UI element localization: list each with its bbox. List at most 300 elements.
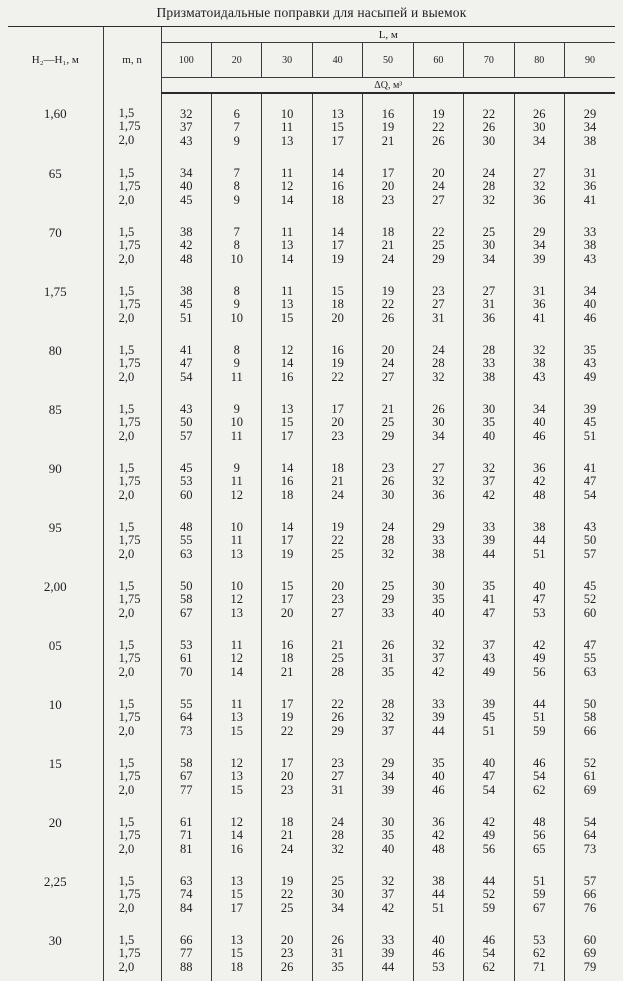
volume-value: 26 [533, 107, 546, 121]
volume-value: 44 [482, 546, 496, 561]
volume-cell [312, 804, 362, 863]
volume-cell [464, 509, 514, 568]
volume-value: 27 [331, 769, 344, 784]
volume-value: 32 [482, 461, 496, 475]
volume-cell [514, 450, 564, 509]
volume-value: 77 [180, 782, 193, 797]
volume-cell [363, 568, 413, 627]
volume-value: 27 [533, 166, 546, 180]
volume-cell [161, 273, 211, 332]
volume-value: 51 [482, 723, 496, 738]
volume-value: 24 [280, 841, 294, 856]
volume-value: 49 [482, 664, 496, 679]
volume-value: 53 [533, 605, 546, 620]
slope-value: 1,75 [118, 474, 141, 489]
volume-cell [262, 509, 312, 568]
volume-value: 36 [533, 461, 546, 475]
volume-value: 69 [583, 946, 597, 961]
volume-value: 35 [432, 592, 445, 607]
volume-value: 43 [583, 356, 597, 371]
height-diff-value: 15 [48, 756, 62, 771]
volume-value: 8 [233, 343, 240, 357]
volume-value: 54 [180, 369, 193, 384]
volume-value: 54 [533, 769, 546, 784]
volume-cell [514, 273, 564, 332]
volume-value: 24 [381, 251, 395, 266]
volume-value: 69 [583, 782, 597, 797]
volume-value: 34 [533, 238, 546, 253]
slope-value: 1,5 [118, 874, 135, 888]
slope-value: 1,75 [118, 297, 141, 312]
volume-value: 67 [533, 900, 546, 915]
volume-value: 67 [180, 605, 193, 620]
slope-value: 1,5 [118, 579, 135, 593]
volume-value: 45 [180, 461, 193, 475]
volume-value: 16 [331, 343, 344, 357]
slope-value: 1,5 [118, 638, 135, 652]
volume-value: 26 [331, 933, 344, 947]
volume-value: 38 [180, 225, 193, 239]
volume-value: 64 [583, 828, 597, 843]
volume-value: 74 [180, 887, 193, 902]
volume-value: 73 [180, 723, 193, 738]
slope-value: 1,75 [118, 887, 141, 902]
slope-value: 1,5 [118, 106, 135, 120]
volume-value: 32 [432, 474, 445, 489]
volume-cell [262, 922, 312, 981]
volume-cell [161, 922, 211, 981]
volume-value: 56 [533, 828, 546, 843]
volume-cell [514, 863, 564, 922]
volume-value: 25 [381, 415, 395, 430]
volume-value: 44 [381, 959, 395, 974]
slope-value: 1,5 [118, 697, 135, 711]
volume-value: 81 [180, 841, 193, 856]
volume-cell [464, 155, 514, 214]
volume-value: 19 [280, 546, 294, 561]
volume-cell [161, 686, 211, 745]
slope-value: 1,75 [118, 769, 141, 784]
volume-value: 37 [381, 723, 395, 738]
volume-value: 53 [432, 959, 445, 974]
volume-cell [514, 686, 564, 745]
header-volume: ΔQ, м³ [161, 78, 615, 94]
volume-cell [564, 686, 615, 745]
volume-value: 37 [381, 887, 395, 902]
table-row [8, 509, 615, 568]
volume-value: 17 [331, 133, 344, 148]
header-length-value: 80 [514, 43, 564, 78]
volume-cell [312, 332, 362, 391]
volume-value: 11 [281, 166, 294, 180]
slope-cell [103, 273, 161, 332]
volume-cell [212, 745, 262, 804]
height-diff-value: 20 [48, 815, 62, 830]
volume-value: 57 [583, 546, 597, 561]
slope-value: 1,5 [118, 815, 135, 829]
volume-value: 55 [180, 533, 193, 548]
volume-value: 8 [233, 238, 240, 253]
volume-value: 26 [280, 959, 294, 974]
volume-value: 61 [180, 815, 193, 829]
slope-cell [103, 686, 161, 745]
table-row [8, 391, 615, 450]
volume-value: 26 [381, 310, 395, 325]
volume-value: 38 [432, 546, 445, 561]
slope-value: 2,0 [118, 841, 135, 856]
slope-value: 1,75 [118, 356, 141, 371]
volume-value: 33 [583, 225, 597, 239]
slope-value: 1,5 [118, 756, 135, 770]
slope-value: 1,5 [118, 461, 135, 475]
volume-value: 9 [233, 402, 240, 416]
volume-value: 11 [230, 369, 243, 384]
volume-value: 13 [230, 874, 243, 888]
volume-value: 38 [533, 520, 546, 534]
slope-value: 2,0 [118, 664, 135, 679]
volume-cell [564, 627, 615, 686]
volume-value: 24 [432, 179, 445, 194]
slope-cell [103, 214, 161, 273]
volume-value: 58 [180, 756, 193, 770]
volume-cell [413, 627, 463, 686]
volume-cell [514, 922, 564, 981]
volume-value: 21 [381, 238, 395, 253]
volume-value: 20 [331, 415, 344, 430]
volume-value: 26 [432, 402, 445, 416]
volume-value: 47 [583, 638, 597, 652]
volume-cell [363, 509, 413, 568]
volume-cell [262, 93, 312, 155]
volume-value: 25 [331, 546, 344, 561]
volume-value: 9 [233, 192, 240, 207]
volume-value: 9 [233, 356, 240, 371]
volume-value: 17 [280, 592, 294, 607]
volume-value: 40 [432, 933, 445, 947]
volume-value: 39 [482, 533, 496, 548]
volume-cell [514, 214, 564, 273]
volume-cell [312, 863, 362, 922]
volume-value: 30 [533, 120, 546, 135]
volume-value: 62 [533, 782, 546, 797]
volume-value: 63 [583, 664, 597, 679]
volume-value: 20 [280, 933, 294, 947]
volume-value: 46 [432, 782, 445, 797]
volume-value: 33 [432, 697, 445, 711]
volume-value: 52 [583, 592, 597, 607]
volume-value: 14 [280, 356, 294, 371]
volume-cell [161, 568, 211, 627]
volume-value: 20 [381, 343, 395, 357]
volume-value: 16 [331, 179, 344, 194]
volume-value: 27 [432, 461, 445, 475]
table-row [8, 93, 615, 155]
volume-value: 36 [533, 192, 546, 207]
volume-value: 31 [583, 166, 597, 180]
volume-value: 15 [230, 946, 243, 961]
volume-cell [363, 214, 413, 273]
volume-value: 45 [583, 415, 597, 430]
header-slope: m, n [103, 27, 161, 94]
volume-value: 53 [180, 474, 193, 489]
volume-value: 46 [432, 946, 445, 961]
height-diff-cell [8, 863, 103, 922]
volume-value: 38 [482, 369, 496, 384]
volume-value: 35 [331, 959, 344, 974]
volume-value: 33 [381, 933, 395, 947]
volume-value: 22 [432, 225, 445, 239]
volume-value: 25 [482, 225, 496, 239]
volume-value: 33 [381, 605, 395, 620]
volume-value: 17 [280, 756, 294, 770]
volume-value: 15 [331, 284, 344, 298]
table-row [8, 273, 615, 332]
volume-value: 43 [180, 402, 193, 416]
volume-value: 39 [381, 946, 395, 961]
volume-value: 9 [233, 461, 240, 475]
volume-value: 19 [331, 520, 344, 534]
volume-cell [413, 391, 463, 450]
volume-cell [413, 745, 463, 804]
height-diff-cell [8, 568, 103, 627]
volume-cell [161, 155, 211, 214]
height-diff-value: 2,00 [43, 579, 67, 594]
volume-value: 17 [280, 428, 294, 443]
volume-cell [564, 804, 615, 863]
volume-value: 23 [432, 284, 445, 298]
header-height-diff: H₂—H₁, м [8, 27, 103, 94]
volume-value: 34 [180, 166, 193, 180]
volume-value: 19 [280, 874, 294, 888]
volume-value: 31 [331, 782, 344, 797]
volume-cell [312, 745, 362, 804]
volume-value: 51 [533, 874, 546, 888]
volume-value: 31 [381, 651, 395, 666]
volume-value: 66 [583, 887, 597, 902]
volume-value: 23 [381, 192, 395, 207]
height-diff-cell [8, 332, 103, 391]
slope-value: 1,5 [118, 166, 135, 180]
volume-value: 49 [583, 369, 597, 384]
volume-value: 13 [230, 933, 243, 947]
volume-value: 21 [280, 664, 294, 679]
volume-value: 39 [432, 710, 445, 725]
volume-value: 11 [281, 225, 294, 239]
volume-value: 31 [432, 310, 445, 325]
volume-value: 34 [432, 428, 445, 443]
volume-cell [161, 863, 211, 922]
volume-cell [312, 627, 362, 686]
volume-value: 26 [482, 120, 496, 135]
table-row [8, 863, 615, 922]
slope-value: 2,0 [118, 487, 135, 502]
volume-value: 44 [432, 887, 445, 902]
volume-value: 88 [180, 959, 193, 974]
header-length-value: 50 [363, 43, 413, 78]
volume-value: 30 [482, 402, 496, 416]
volume-value: 41 [180, 343, 193, 357]
volume-value: 17 [381, 166, 395, 180]
table-row [8, 450, 615, 509]
height-diff-value: 90 [48, 461, 62, 476]
slope-value: 1,75 [118, 119, 141, 134]
volume-value: 12 [280, 343, 294, 357]
volume-cell [413, 332, 463, 391]
volume-cell [212, 627, 262, 686]
volume-value: 7 [233, 166, 240, 180]
volume-value: 13 [280, 238, 294, 253]
volume-cell [363, 93, 413, 155]
volume-value: 7 [233, 225, 240, 239]
slope-value: 1,75 [118, 592, 141, 607]
volume-cell [161, 745, 211, 804]
volume-value: 30 [432, 415, 445, 430]
volume-cell [312, 509, 362, 568]
volume-value: 33 [432, 533, 445, 548]
volume-cell [464, 686, 514, 745]
volume-cell [464, 627, 514, 686]
volume-value: 43 [180, 133, 193, 148]
volume-value: 60 [180, 487, 193, 502]
volume-cell [413, 155, 463, 214]
header-length-value: 30 [262, 43, 312, 78]
volume-value: 53 [533, 933, 546, 947]
volume-value: 19 [331, 251, 344, 266]
volume-value: 10 [230, 251, 243, 266]
volume-value: 63 [180, 874, 193, 888]
slope-cell [103, 93, 161, 155]
volume-value: 38 [432, 874, 445, 888]
volume-cell [312, 391, 362, 450]
volume-cell [413, 922, 463, 981]
volume-value: 32 [533, 179, 546, 194]
volume-value: 44 [533, 697, 546, 711]
volume-cell [212, 863, 262, 922]
height-diff-value: 2,25 [43, 874, 67, 889]
volume-value: 20 [280, 605, 294, 620]
volume-value: 45 [482, 710, 496, 725]
volume-cell [564, 155, 615, 214]
volume-cell [262, 627, 312, 686]
volume-value: 26 [432, 133, 445, 148]
slope-value: 1,75 [118, 533, 141, 548]
volume-value: 51 [432, 900, 445, 915]
volume-value: 30 [381, 815, 395, 829]
volume-cell [262, 450, 312, 509]
volume-cell [262, 863, 312, 922]
slope-value: 1,5 [118, 520, 135, 534]
volume-value: 9 [233, 133, 240, 148]
volume-value: 58 [583, 710, 597, 725]
table-body [8, 93, 615, 981]
volume-value: 47 [583, 474, 597, 489]
volume-value: 38 [180, 284, 193, 298]
volume-value: 37 [482, 638, 496, 652]
header-length-value: 40 [312, 43, 362, 78]
volume-value: 27 [331, 605, 344, 620]
volume-cell [161, 627, 211, 686]
volume-cell [464, 273, 514, 332]
volume-value: 34 [583, 120, 597, 135]
volume-value: 40 [432, 769, 445, 784]
volume-value: 52 [482, 887, 496, 902]
volume-cell [262, 155, 312, 214]
volume-value: 46 [482, 933, 496, 947]
volume-value: 16 [381, 107, 395, 121]
volume-value: 51 [533, 546, 546, 561]
volume-value: 76 [583, 900, 597, 915]
volume-value: 32 [381, 874, 395, 888]
volume-value: 40 [583, 297, 597, 312]
volume-value: 19 [280, 710, 294, 725]
volume-cell [564, 93, 615, 155]
table-row [8, 686, 615, 745]
slope-value: 2,0 [118, 310, 135, 325]
volume-value: 15 [280, 415, 294, 430]
volume-value: 13 [280, 402, 294, 416]
volume-value: 48 [533, 487, 546, 502]
volume-value: 29 [331, 723, 344, 738]
height-diff-value: 1,75 [43, 284, 67, 299]
volume-value: 17 [230, 900, 243, 915]
volume-cell [312, 155, 362, 214]
slope-cell [103, 922, 161, 981]
volume-value: 46 [533, 428, 546, 443]
volume-value: 29 [432, 251, 445, 266]
volume-cell [363, 155, 413, 214]
volume-value: 62 [482, 959, 496, 974]
volume-value: 23 [331, 756, 344, 770]
height-diff-value: 10 [48, 697, 62, 712]
slope-value: 2,0 [118, 605, 135, 620]
volume-value: 34 [583, 284, 597, 298]
height-diff-value: 80 [48, 343, 62, 358]
height-diff-cell [8, 155, 103, 214]
volume-value: 17 [280, 697, 294, 711]
volume-value: 10 [230, 579, 243, 593]
volume-cell [212, 509, 262, 568]
slope-value: 1,75 [118, 179, 141, 194]
slope-value: 1,5 [118, 225, 135, 239]
volume-value: 18 [381, 225, 395, 239]
volume-value: 39 [381, 782, 395, 797]
volume-cell [464, 568, 514, 627]
volume-cell [464, 863, 514, 922]
volume-value: 34 [533, 133, 546, 148]
volume-value: 19 [331, 356, 344, 371]
volume-value: 51 [583, 428, 597, 443]
volume-value: 13 [230, 710, 243, 725]
volume-value: 14 [280, 251, 294, 266]
volume-cell [262, 332, 312, 391]
slope-value: 2,0 [118, 546, 135, 561]
volume-value: 24 [331, 487, 344, 502]
volume-value: 31 [331, 946, 344, 961]
volume-cell [564, 922, 615, 981]
volume-value: 16 [230, 841, 243, 856]
volume-cell [363, 745, 413, 804]
slope-value: 1,75 [118, 238, 141, 253]
volume-value: 29 [432, 520, 445, 534]
slope-value: 2,0 [118, 251, 135, 266]
volume-value: 63 [180, 546, 193, 561]
volume-value: 14 [280, 461, 294, 475]
volume-value: 28 [432, 356, 445, 371]
volume-value: 34 [381, 769, 395, 784]
volume-cell [464, 214, 514, 273]
volume-value: 12 [230, 651, 243, 666]
volume-value: 73 [583, 841, 597, 856]
